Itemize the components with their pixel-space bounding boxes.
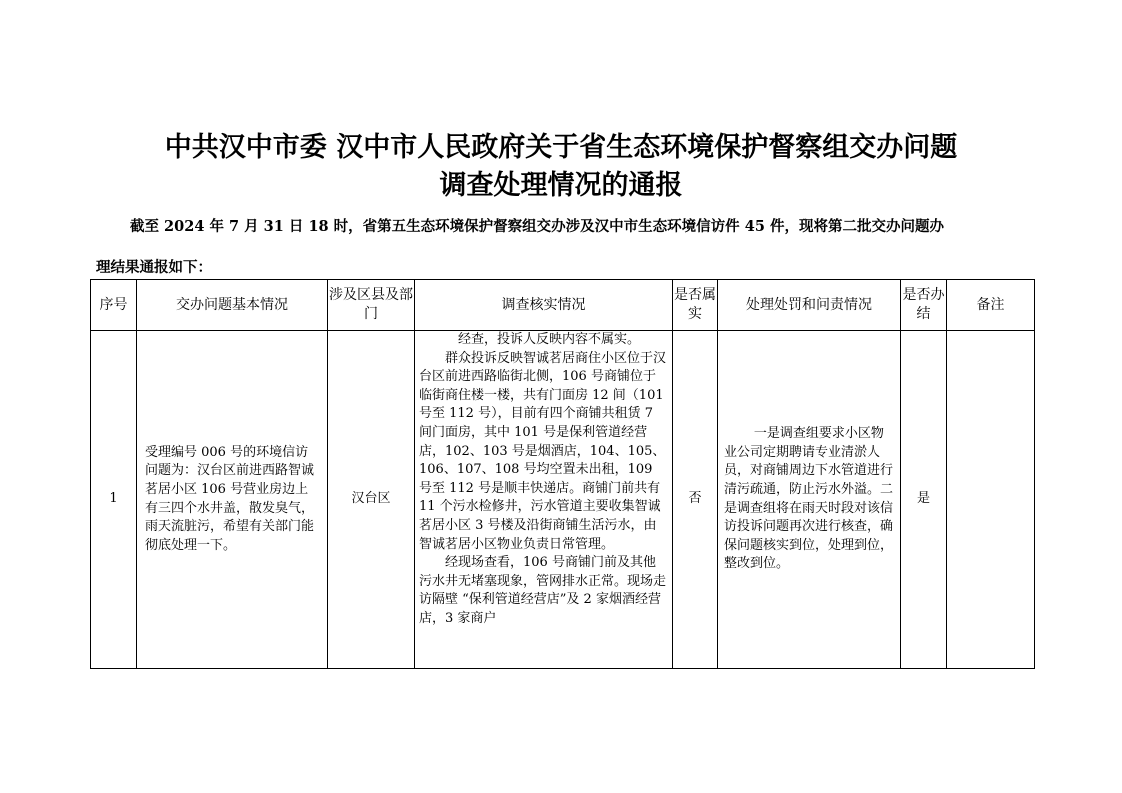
header-investigation: 调查核实情况	[415, 280, 673, 331]
header-closed: 是否办结	[901, 280, 947, 331]
cell-punishment	[718, 331, 901, 669]
investigation-paragraph-3: 经现场查看，106 号商铺门前及其他污水井无堵塞现象，管网排水正常。现场走访隔壁 “保利管道经营店”及 2 家烟酒经营店，3 家商户	[419, 555, 667, 626]
cell-closed: 是	[901, 331, 947, 669]
table-row	[91, 331, 1035, 669]
header-remarks: 备注	[947, 280, 1035, 331]
document-title-line-1: 中共汉中市委 汉中市人民政府关于省生态环境保护督察组交办问题	[164, 132, 958, 163]
intro-paragraph-line-2: 理结果通报如下：	[96, 259, 212, 276]
header-basic-info: 交办问题基本情况	[137, 280, 328, 331]
cell-remarks	[947, 331, 1035, 669]
punishment-text: 一是调查组要求小区物业公司定期聘请专业清淤人员，对商铺周边下水管道进行清污疏通，防止污水外溢。二是调查组将在雨天时段对该信访投诉问题再次进行核查，确保问题核实到位，处理到位，整改到位。	[724, 426, 894, 572]
intro-paragraph-line-1: 截至 2024 年 7 月 31 日 18 时，省第五生态环境保护督察组交办涉及汉中市生态环境信访件 45 件，现将第二批交办问题办	[130, 218, 944, 235]
document-title-line-2: 调查处理情况的通报	[439, 170, 683, 201]
report-table	[90, 279, 1035, 669]
header-district: 涉及区县及部门	[328, 280, 415, 331]
cell-district: 汉台区	[328, 331, 415, 669]
cell-investigation	[415, 331, 673, 669]
table-header-row	[91, 280, 1035, 331]
investigation-paragraph-2: 群众投诉反映智诚茗居商住小区位于汉台区前进西路临街北侧，106 号商铺位于临街商住楼一楼，共有门面房 12 间（101 号至 112 号），目前有四个商铺共租赁 7 间门面房，其中 101 号是保利管道经营店，102、103 号是烟酒店，104、105、106、107、108 号均空置未出租，109 号至 112 号是顺丰快递店。商铺门前共有 11 个污水检修井，污水管道主要收集智诚茗居小区 3 号楼及沿街商铺生活污水，由智诚茗居小区物业负责日常管理。	[419, 350, 667, 552]
cell-verified: 否	[673, 331, 718, 669]
cell-seq: 1	[91, 331, 137, 669]
header-seq: 序号	[91, 280, 137, 331]
cell-basic-info: 受理编号 006 号的环境信访问题为：汉台区前进西路智诚茗居小区 106 号营业房边上有三四个水井盖，散发臭气，雨天流脏污，希望有关部门能彻底处理一下。	[137, 331, 328, 669]
header-verified: 是否属实	[673, 280, 718, 331]
header-punishment: 处理处罚和问责情况	[718, 280, 901, 331]
investigation-paragraph-1: 经查，投诉人反映内容不属实。	[458, 332, 641, 347]
